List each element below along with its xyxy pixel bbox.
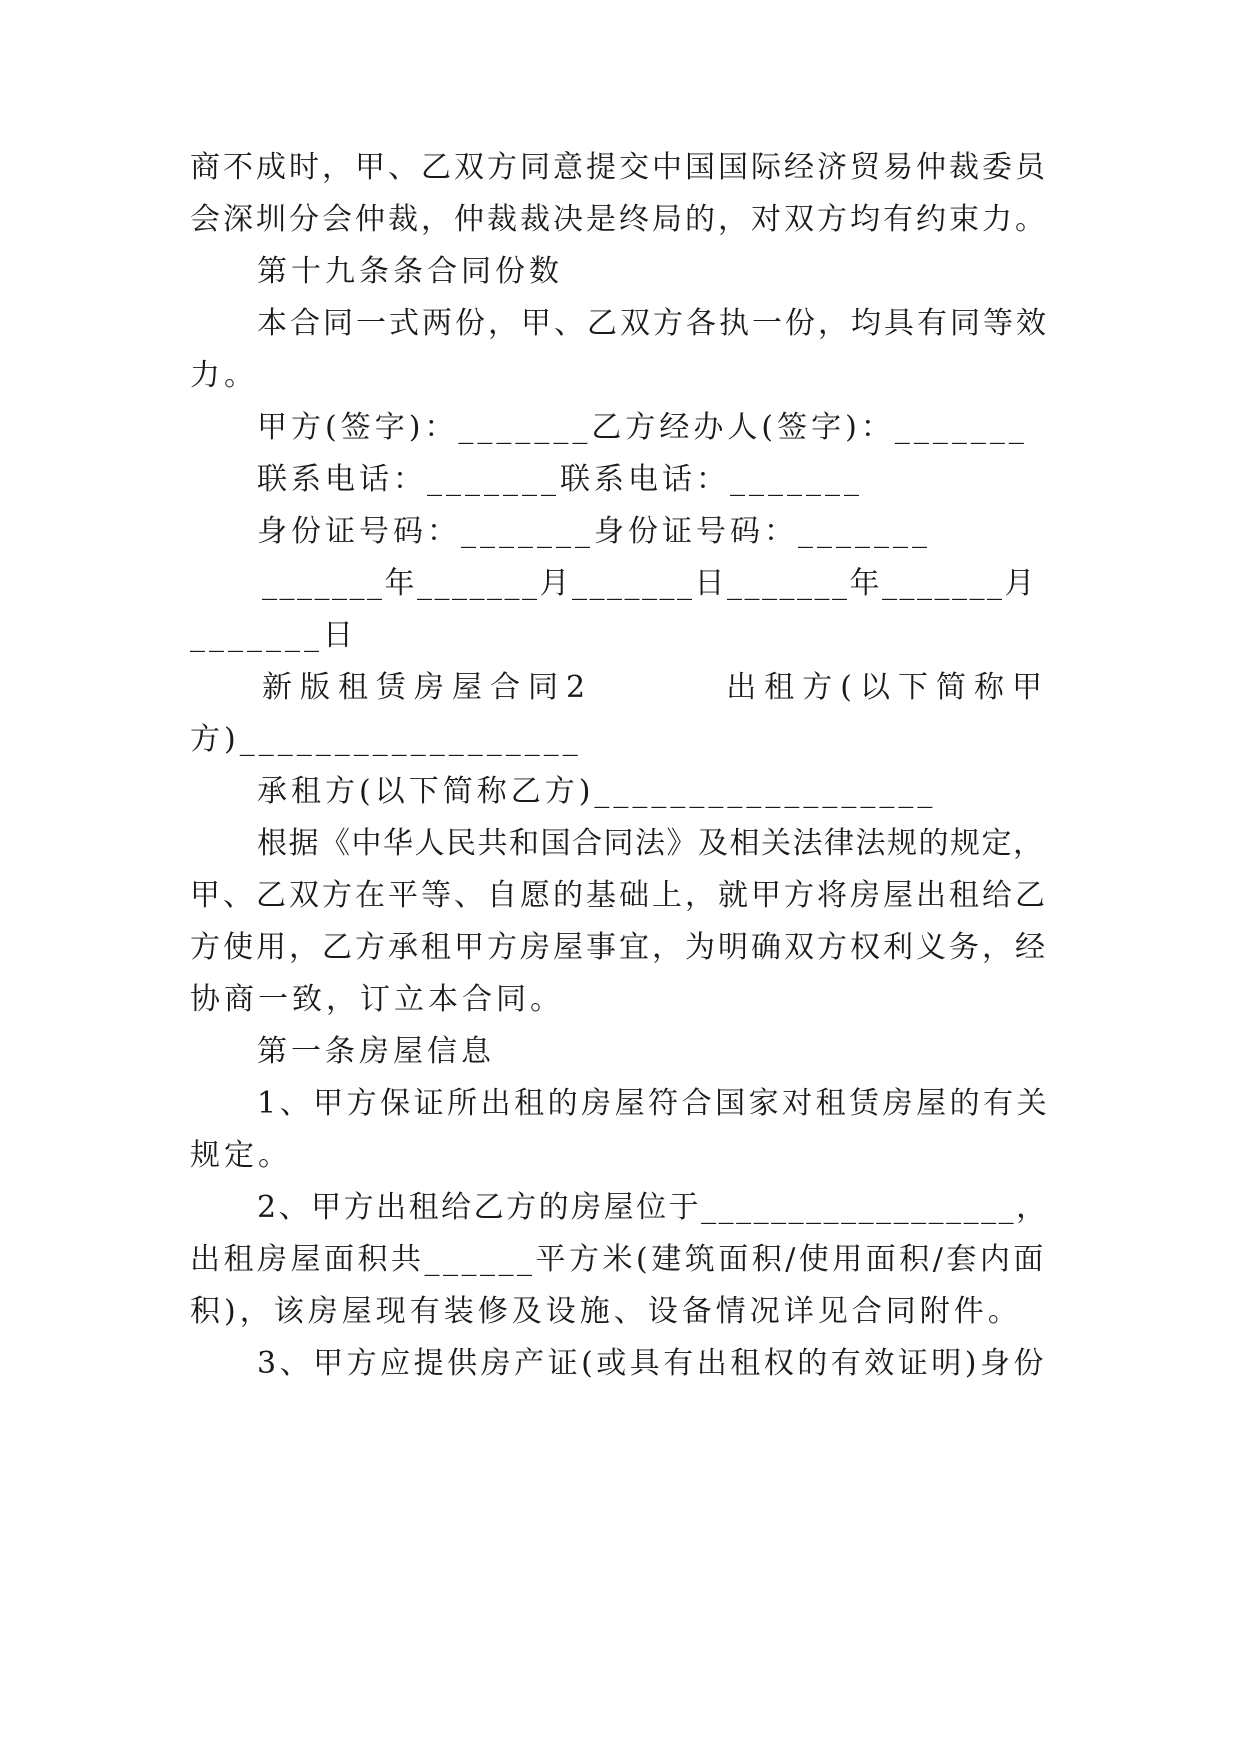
contract-title: 新版租赁房屋合同2 xyxy=(262,670,594,705)
text-line: 根据《中华人民共和国合同法》及相关法律法规的规定， xyxy=(257,826,1045,861)
text-line: 甲、乙双方在平等、自愿的基础上，就甲方将房屋出租给乙 xyxy=(190,878,1048,913)
text-line: 出租房屋面积共______平方米(建筑面积/使用面积/套内面 xyxy=(190,1242,1047,1277)
text-line: 3、甲方应提供房产证(或具有出租权的有效证明)身份 xyxy=(257,1346,1047,1381)
text-line: 会深圳分会仲裁，仲裁裁决是终局的，对双方均有约束力。 xyxy=(190,202,1048,237)
text-line: 本合同一式两份，甲、乙双方各执一份，均具有同等效 xyxy=(257,306,1049,341)
lessor-label: 出租方(以下简称甲 xyxy=(726,670,1050,705)
date-line-end: _______日 xyxy=(190,618,357,653)
signature-line: 甲方(签字)：_______乙方经办人(签字)：_______ xyxy=(257,410,1028,445)
text-line: 积)，该房屋现有装修及设施、设备情况详见合同附件。 xyxy=(190,1294,1022,1329)
phone-line: 联系电话：_______联系电话：_______ xyxy=(257,462,863,497)
text-line: 商不成时，甲、乙双方同意提交中国国际经济贸易仲裁委员 xyxy=(190,150,1048,185)
id-number-line: 身份证号码：_______身份证号码：_______ xyxy=(257,514,931,549)
text-line: 规定。 xyxy=(190,1138,292,1173)
lessee-line: 承租方(以下简称乙方)__________________ xyxy=(257,774,937,809)
text-line: 2、甲方出租给乙方的房屋位于__________________， xyxy=(257,1190,1049,1225)
text-line: 方使用，乙方承租甲方房屋事宜，为明确双方权利义务，经 xyxy=(190,930,1048,965)
lessor-blank: 方)__________________ xyxy=(190,722,582,757)
text-line: 协商一致，订立本合同。 xyxy=(190,982,564,1017)
section-heading: 第十九条条合同份数 xyxy=(257,254,563,289)
contract-title-line xyxy=(262,670,1050,706)
text-line: 1、甲方保证所出租的房屋符合国家对租赁房屋的有关 xyxy=(257,1086,1051,1121)
date-line: _______年_______月_______日_______年_______月 xyxy=(262,566,1037,601)
section-heading: 第一条房屋信息 xyxy=(257,1034,495,1069)
text-line: 力。 xyxy=(190,358,258,393)
